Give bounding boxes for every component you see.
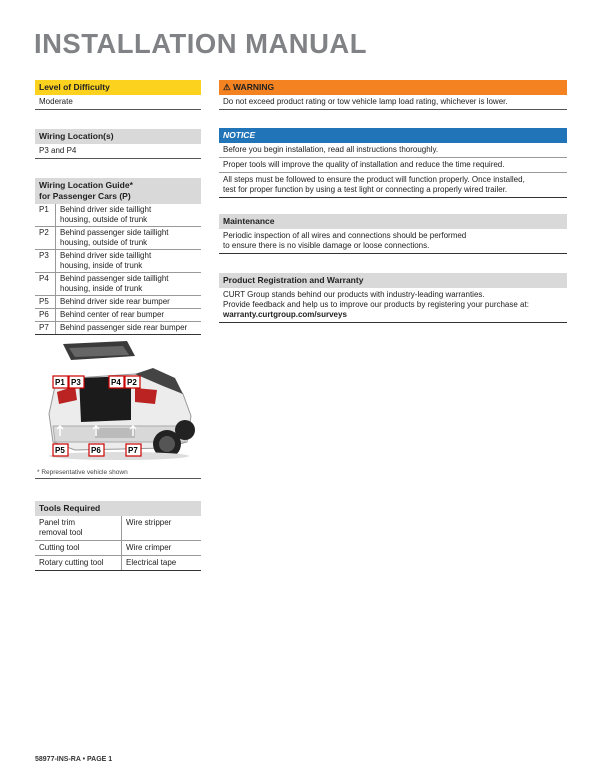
tools-header: Tools Required [35,501,201,516]
maintenance-text: Periodic inspection of all wires and connections should be performed to ensure there is no visible damage or loose connections. [219,229,567,254]
warning-header-text: WARNING [233,82,275,92]
guide-desc: Behind center of rear bumper [60,310,165,319]
location-label-text: P5 [55,446,65,455]
location-label-p6 [89,444,104,456]
tools-row [35,556,201,571]
guide-desc: Behind passenger side taillight housing, inside of trunk [60,274,169,293]
notice-line: Proper tools will improve the quality of installation and reduce the time required. [219,158,567,173]
registration-header: Product Registration and Warranty [219,273,567,288]
registration-section [219,273,567,323]
registration-text: CURT Group stands behind our products with industry-leading warranties. Provide feedback and help us to improve our products by registering your purchase at: [223,290,529,309]
wiring-location-header: Wiring Location(s) [35,129,201,144]
guide-row [35,322,201,335]
guide-code: P4 [35,273,56,295]
location-label-p5 [53,444,68,456]
image-note: * Representative vehicle shown [35,467,201,479]
location-label-p1 [53,376,68,388]
tools-section [35,501,201,571]
tools-row [35,516,201,541]
notice-line: Before you begin installation, read all instructions thoroughly. [219,143,567,158]
location-label-p7 [126,444,141,456]
guide-code: P3 [35,250,56,272]
guide-code: P2 [35,227,56,249]
tool-cell: Wire crimper [126,543,172,552]
guide-row [35,296,201,309]
guide-code: P5 [35,296,56,308]
guide-desc: Behind driver side rear bumper [60,297,170,306]
page-title: INSTALLATION MANUAL [34,28,367,59]
location-label-text: P4 [111,378,121,387]
guide-row [35,204,201,227]
tool-cell: Electrical tape [126,558,177,567]
image-note-section [35,467,201,479]
location-label-text: P1 [55,378,65,387]
guide-code: P6 [35,309,56,321]
warning-section [219,80,567,110]
wiring-location-value: P3 and P4 [35,144,201,159]
tool-cell: Wire stripper [126,518,172,527]
location-label-text: P3 [71,378,81,387]
maintenance-header: Maintenance [219,214,567,229]
wiring-guide-header-line2: for Passenger Cars (P) [39,191,131,201]
notice-section [219,128,567,198]
wiring-guide-header-line1: Wiring Location Guide* [39,180,133,190]
guide-row [35,309,201,322]
warning-header [219,80,567,95]
difficulty-section [35,80,201,110]
difficulty-value: Moderate [35,95,201,110]
maintenance-section [219,214,567,254]
location-label-p3 [69,376,84,388]
car-rear-image [35,338,201,466]
tool-cell: Rotary cutting tool [35,556,122,570]
wiring-guide-section [35,178,201,335]
guide-row [35,273,201,296]
guide-desc: Behind driver side taillight housing, outside of trunk [60,205,152,224]
tool-cell: Panel trim removal tool [35,516,122,540]
location-label-text: P6 [91,446,101,455]
tool-cell: Cutting tool [35,541,122,555]
notice-header: NOTICE [219,128,567,143]
wiring-guide-header [35,178,201,204]
location-label-text: P2 [127,378,137,387]
guide-row [35,250,201,273]
warning-triangle-icon: ⚠ [223,82,231,92]
notice-line: All steps must be followed to ensure the product will function properly. Once installed, test for proper function by using a test light or connecting a properly wired trailer. [219,173,567,198]
guide-code: P7 [35,322,56,334]
location-label-text: P7 [128,446,138,455]
vehicle-illustration [35,338,201,466]
guide-code: P1 [35,204,56,226]
wiring-location-section [35,129,201,159]
page-footer: 58977-INS-RA • PAGE 1 [35,756,113,763]
warning-text: Do not exceed product rating or tow vehicle lamp load rating, whichever is lower. [219,95,567,110]
registration-body [219,288,567,323]
guide-desc: Behind passenger side taillight housing, outside of trunk [60,228,169,247]
location-label-p2 [125,376,140,388]
guide-desc: Behind driver side taillight housing, inside of trunk [60,251,152,270]
location-label-p4 [109,376,124,388]
tools-row [35,541,201,556]
registration-link[interactable]: warranty.curtgroup.com/surveys [223,310,347,319]
guide-desc: Behind passenger side rear bumper [60,323,188,332]
difficulty-header: Level of Difficulty [35,80,201,95]
guide-row [35,227,201,250]
